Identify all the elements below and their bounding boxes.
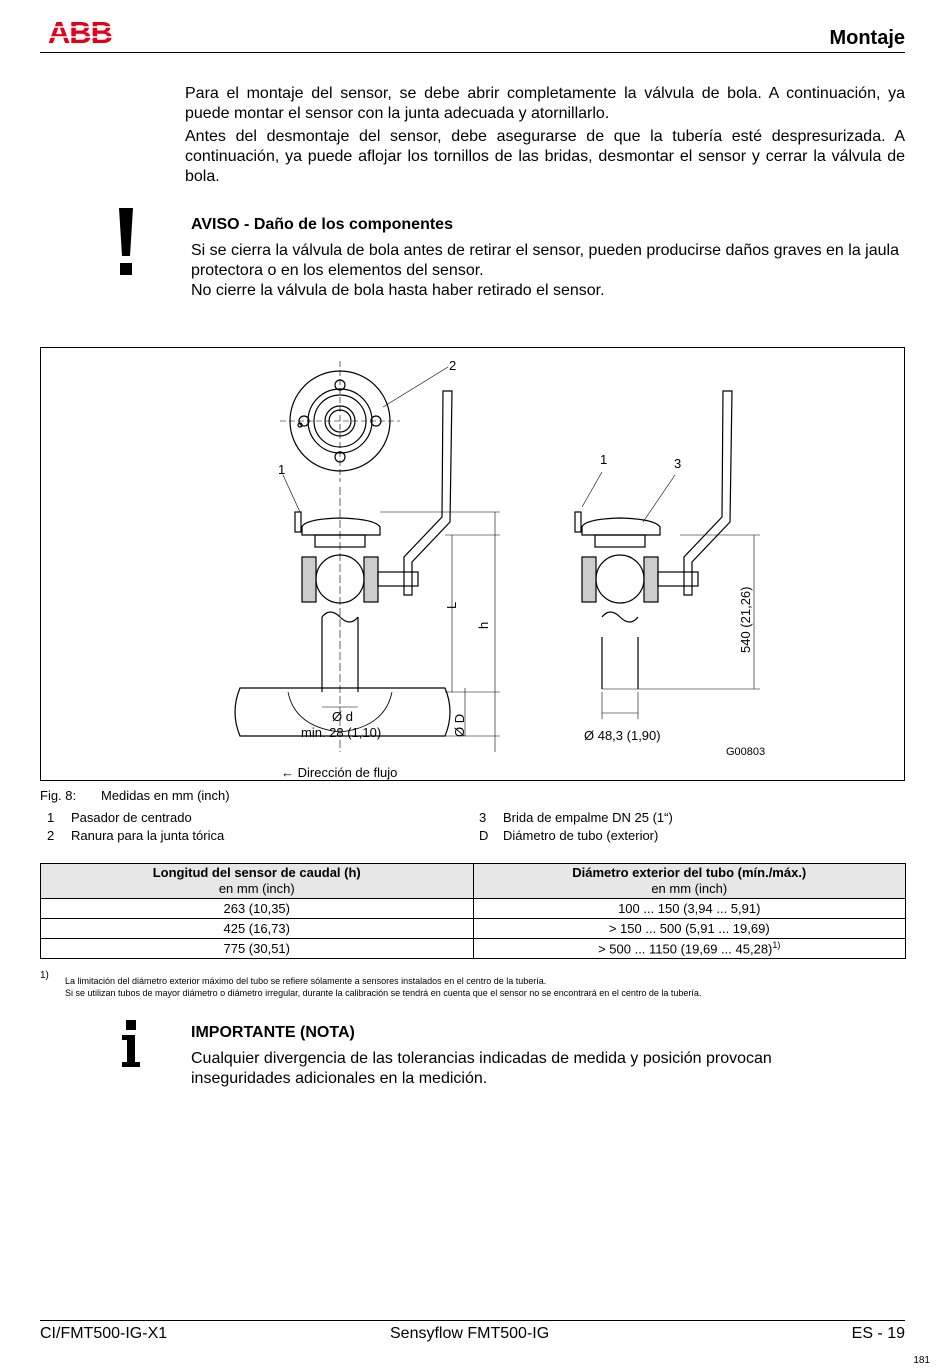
cell-diameter: 100 ... 150 (3,94 ... 5,91) (473, 899, 906, 919)
legend-text-1: Pasador de centrado (71, 810, 192, 825)
header-divider (40, 52, 905, 53)
warning-text: Si se cierra la válvula de bola antes de retirar el sensor, pueden producirse daños graves en la jaula protectora o en los elementos del sensor. (191, 242, 899, 279)
dim-min: min. 28 (1,10) (301, 725, 382, 740)
figure-code: G00803 (726, 746, 766, 758)
logo-text: ABB (47, 17, 113, 47)
cell-length: 775 (30,51) (41, 939, 474, 959)
callout-3: 3 (674, 456, 682, 471)
footnote-mark: 1) (40, 970, 49, 981)
important-title: IMPORTANTE (NOTA) (191, 1024, 355, 1041)
page-number: 181 (913, 1355, 930, 1366)
cell-length: 263 (10,35) (41, 899, 474, 919)
footnote-line-1: La limitación del diámetro exterior máximo del tubo se refiere sólamente a sensores instalados en el centro de la tubería. (65, 976, 547, 986)
figure-number: Fig. 8: (40, 788, 77, 803)
legend-num-1: 1 (47, 810, 55, 825)
header-diameter-title: Diámetro exterior del tubo (mín./máx.) (572, 865, 807, 880)
dim-48: Ø 48,3 (1,90) (584, 728, 661, 743)
footnote-line-2: Si se utilizan tubos de mayor diámetro o diámetro irregular, durante la calibración se tendrá en cuenta que el sensor no se encontrará en el centro de la tubería. (65, 988, 702, 998)
footnote-ref: 1) (772, 940, 781, 951)
dim-L: L (444, 601, 459, 609)
callout-1-left: 1 (278, 462, 286, 477)
important-text: Cualquier divergencia de las tolerancias indicadas de medida y posición provocan inseguridades adicionales en la medición. (191, 1050, 772, 1087)
cell-diameter: > 500 ... 1150 (19,69 ... 45,28)$^{1)}$ (473, 939, 906, 959)
paragraph-dismounting: Antes del desmontaje del sensor, debe asegurarse de que la tubería esté despresurizada. A continuación, ya puede aflojar los tornillos de las bridas, desmontar el sensor y cerrar la válvula de bola. (185, 128, 905, 185)
table-row (41, 939, 906, 959)
legend-num-2: 2 (47, 828, 55, 843)
warning-title: AVISO - Daño de los componentes (191, 216, 453, 233)
table-row (41, 919, 906, 939)
header-length-title: Longitud del sensor de caudal (h) (152, 865, 361, 880)
header-length-unit: en mm (inch) (218, 881, 295, 896)
callout-1-right: 1 (600, 452, 608, 467)
dim-D: Ø D (452, 713, 467, 737)
flow-direction: ← Dirección de flujo (281, 765, 398, 780)
dim-540: 540 (21,26) (738, 586, 753, 653)
installation-drawing (40, 347, 905, 781)
paragraph-mounting: Para el montaje del sensor, se debe abrir completamente la válvula de bola. A continuación, ya puede montar el sensor con la junta adecuada y atornillarlo. (185, 85, 905, 122)
header-diameter-unit: en mm (inch) (651, 881, 728, 896)
exclamation-icon (115, 208, 137, 276)
warning-instruction: No cierre la válvula de bola hasta haber retirado el sensor. (191, 282, 605, 299)
legend-num-D: D (479, 828, 489, 843)
table-header-diameter (473, 864, 906, 899)
info-icon (120, 1020, 142, 1068)
legend-text-3: Brida de empalme DN 25 (1“) (503, 810, 673, 825)
legend-text-D: Diámetro de tubo (exterior) (503, 828, 659, 843)
figure-caption: Medidas en mm (inch) (101, 788, 230, 803)
callout-2: 2 (449, 358, 457, 373)
legend-text-2: Ranura para la junta tórica (71, 828, 225, 843)
legend-num-3: 3 (479, 810, 487, 825)
table-row (41, 899, 906, 919)
footer-page-ref: ES - 19 (851, 1325, 905, 1342)
footer-divider (40, 1320, 905, 1321)
dim-h: h (476, 621, 491, 629)
cell-diameter: > 150 ... 500 (5,91 ... 19,69) (473, 919, 906, 939)
section-title: Montaje (829, 27, 905, 49)
table-header-length (41, 864, 474, 899)
footer-product: Sensyflow FMT500-IG (390, 1325, 550, 1342)
dim-d: Ø d (332, 709, 353, 724)
cell-length: 425 (16,73) (41, 919, 474, 939)
footer-doc-id: CI/FMT500-IG-X1 (40, 1325, 168, 1342)
abb-logo (40, 17, 120, 47)
sensor-length-table (40, 863, 906, 959)
footnote-text (65, 975, 701, 999)
